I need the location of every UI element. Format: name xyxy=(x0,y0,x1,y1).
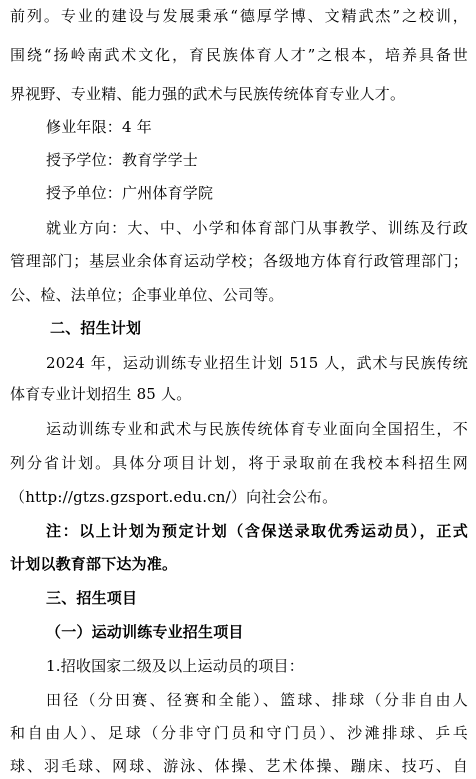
plan-line-2: 体育专业计划招生 85 人。 xyxy=(10,385,192,403)
employment-line-1: 就业方向：大、中、小学和体育部门从事教学、训练及行政 xyxy=(46,219,468,237)
sports-line-2: 和自由人）、足球（分非守门员和守门员）、沙滩排球、乒乓 xyxy=(10,724,468,742)
note-line-2: 计划以教育部下达为准。 xyxy=(10,555,178,573)
degree-awarded: 授予学位：教育学学士 xyxy=(46,151,199,169)
section-heading-enrollment-plan: 二、招生计划 xyxy=(50,319,142,337)
paragraph-intro-line-3: 界视野、专业精、能力强的武术与民族传统体育专业人才。 xyxy=(10,85,406,103)
sports-line-1: 田径（分田赛、径赛和全能）、篮球、排球（分非自由人 xyxy=(46,691,468,709)
subsection-heading-sports-training: （一）运动训练专业招生项目 xyxy=(46,623,244,641)
scope-line-2: 列分省计划。具体分项目计划，将于录取前在我校本科招生网 xyxy=(10,454,468,472)
employment-line-2: 管理部门；基层业余体育运动学校；各级地方体育行政管理部门； xyxy=(10,252,468,270)
scope-line-1: 运动训练专业和武术与民族传统体育专业面向全国招生，不 xyxy=(46,420,468,438)
note-line-1: 注：以上计划为预定计划（含保送录取优秀运动员），正式 xyxy=(46,522,468,540)
sports-line-3: 球、羽毛球、网球、游泳、体操、艺术体操、蹦床、技巧、自 xyxy=(10,757,468,775)
item-1: 1.招收国家二级及以上运动员的项目： xyxy=(46,657,304,675)
section-heading-enrollment-programs: 三、招生项目 xyxy=(46,589,138,607)
paragraph-intro-line-2: 围绕“扬岭南武术文化，育民族体育人才”之根本，培养具备世 xyxy=(10,46,468,64)
scope-line-3: （http://gtzs.gzsport.edu.cn/）向社会公布。 xyxy=(10,488,338,506)
awarding-institution: 授予单位：广州体育学院 xyxy=(46,184,214,202)
employment-line-3: 公、检、法单位；企事业单位、公司等。 xyxy=(10,286,284,304)
study-duration: 修业年限：4 年 xyxy=(46,118,152,136)
plan-line-1: 2024 年，运动训练专业招生计划 515 人，武术与民族传统 xyxy=(46,354,468,372)
paragraph-intro-line-1: 前列。专业的建设与发展秉承“德厚学博、文精武杰”之校训， xyxy=(10,7,468,25)
